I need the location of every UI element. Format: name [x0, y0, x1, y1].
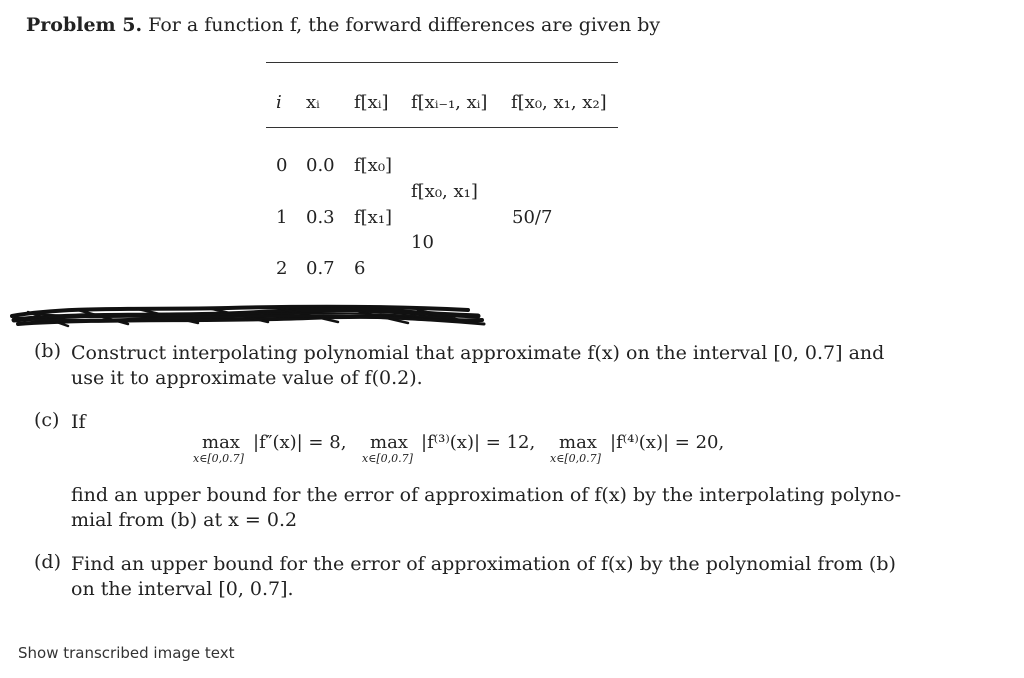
row-2-i: 2 [276, 258, 288, 279]
header-x: xᵢ [306, 92, 320, 113]
problem-number: Problem 5. [26, 14, 143, 36]
problem-intro [26, 14, 660, 36]
max-operator-1: max [202, 432, 240, 453]
max-domain-3: x∈[0,0.7] [550, 452, 601, 465]
part-b-label: (b) [34, 340, 61, 362]
fourth-derivative-bound: |f⁽⁴⁾(x)| = 20, [610, 432, 725, 453]
second-diff: 50/7 [512, 207, 553, 228]
max-domain-2: x∈[0,0.7] [362, 452, 413, 465]
max-domain-1: x∈[0,0.7] [193, 452, 244, 465]
row-1-f: f[x₁] [354, 207, 393, 228]
part-d-line-1: Find an upper bound for the error of approximation of f(x) by the polynomial from (b) [71, 553, 896, 575]
row-0-f: f[x₀] [354, 155, 393, 176]
row-2-x: 0.7 [306, 258, 335, 279]
row-2-f: 6 [354, 258, 366, 279]
part-c-line-1: find an upper bound for the error of approximation of f(x) by the interpolating polyno- [71, 484, 902, 506]
scribbled-out-part-a [8, 300, 488, 330]
header-i: i [276, 92, 282, 113]
first-diff-0: f[x₀, x₁] [411, 181, 478, 202]
header-first-diff: f[xᵢ₋₁, xᵢ] [411, 92, 488, 113]
part-b-line-2: use it to approximate value of f(0.2). [71, 367, 423, 389]
header-second-diff: f[x₀, x₁, x₂] [511, 92, 607, 113]
part-c-lead: If [71, 411, 86, 433]
table-top-rule [266, 62, 618, 63]
first-diff-1: 10 [411, 232, 434, 253]
third-derivative-bound: |f⁽³⁾(x)| = 12, [421, 432, 536, 453]
max-operator-2: max [370, 432, 408, 453]
second-derivative-bound: |f″(x)| = 8, [253, 432, 347, 453]
row-1-i: 1 [276, 207, 288, 228]
row-1-x: 0.3 [306, 207, 335, 228]
header-f: f[xᵢ] [354, 92, 389, 113]
max-operator-3: max [559, 432, 597, 453]
row-0-i: 0 [276, 155, 288, 176]
part-d-line-2: on the interval [0, 0.7]. [71, 578, 294, 600]
part-b-line-1: Construct interpolating polynomial that approximate f(x) on the interval [0, 0.7] and [71, 342, 885, 364]
show-transcribed-text-link[interactable]: Show transcribed image text [18, 644, 235, 662]
part-c-label: (c) [34, 409, 60, 431]
table-header-rule [266, 127, 618, 128]
part-d-label: (d) [34, 551, 61, 573]
part-c-line-2: mial from (b) at x = 0.2 [71, 509, 298, 531]
row-0-x: 0.0 [306, 155, 335, 176]
problem-statement: For a function f, the forward differences are given by [148, 14, 661, 36]
